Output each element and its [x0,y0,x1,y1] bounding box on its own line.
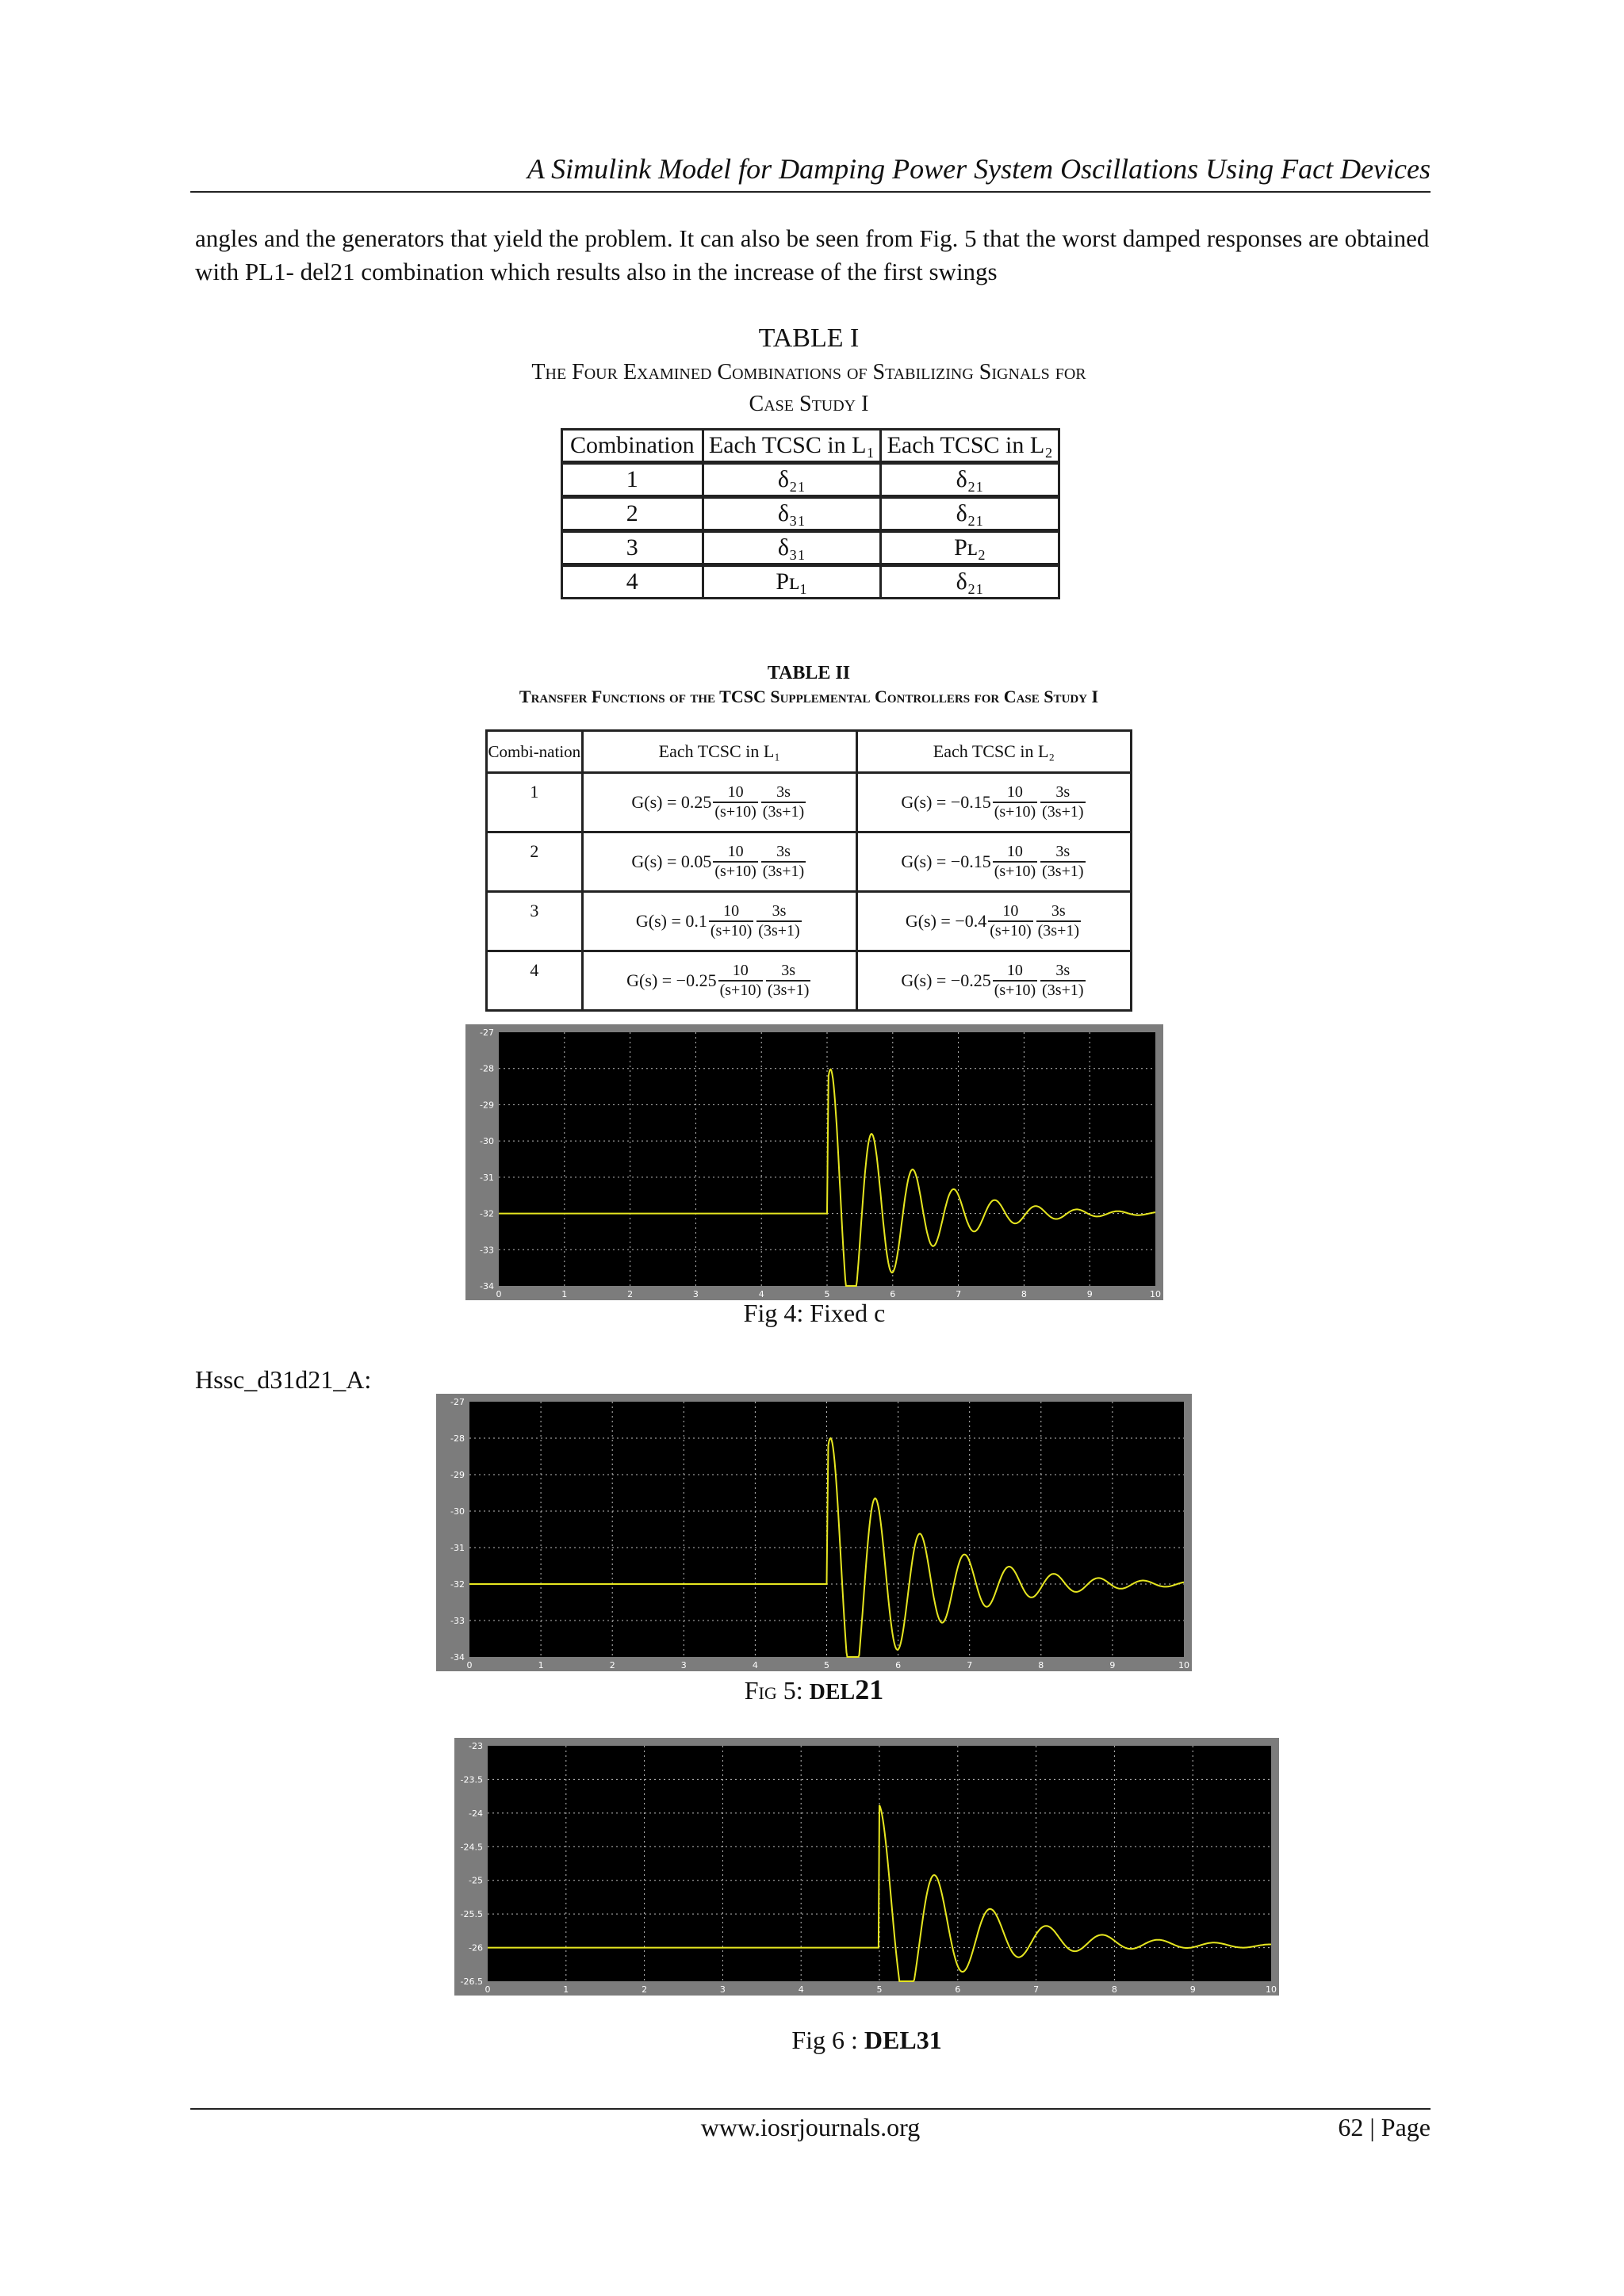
x-tick-label: 10 [1150,1289,1161,1299]
table-row [487,773,1132,832]
table1-cell: 3 [562,531,703,565]
y-tick-label: -30 [450,1506,465,1517]
x-tick-label: 5 [824,1289,830,1299]
transfer-function [584,902,856,940]
y-tick-label: -28 [480,1063,494,1074]
table1-cell: Pʟ₁ [703,565,881,599]
y-tick-label: -32 [480,1208,494,1219]
y-tick-label: -29 [450,1470,465,1480]
y-tick-label: -30 [480,1136,494,1147]
tf-den: (3s+1) [758,922,800,939]
x-tick-label: 3 [692,1289,699,1299]
tf-gain: G(s) = 0.1 [635,911,707,931]
table1-cell: 2 [562,497,703,531]
tf-den: (3s+1) [762,803,805,821]
tf-num: 10 [727,783,744,801]
transfer-function [584,843,856,881]
x-tick-label: 3 [680,1660,687,1670]
table-row [562,497,1059,531]
y-tick-label: -31 [450,1543,465,1553]
y-tick-label: -34 [480,1281,494,1292]
table1-cell: δ₃₁ [703,531,881,565]
table2-combo: 2 [487,832,583,892]
y-tick-label: -29 [480,1100,494,1111]
tf-num: 10 [1006,843,1023,860]
tf-den: (3s+1) [1042,982,1084,999]
tf-den: (3s+1) [1042,803,1084,821]
table1-cell: Pʟ₂ [881,531,1059,565]
table-row [487,832,1132,892]
table1-header: Each TCSC in L₂ [881,430,1059,463]
tf-den: (s+10) [714,803,756,821]
y-tick-label: -27 [480,1027,494,1038]
table2-combo: 3 [487,892,583,951]
table1-cell: δ₂₁ [703,463,881,497]
fig5-caption-prefix: Fig 5: [744,1676,810,1705]
table1-cell: 1 [562,463,703,497]
x-tick-label: 4 [752,1660,758,1670]
y-tick-label: -28 [450,1433,465,1444]
fig5-caption-bold: DEL [809,1680,856,1705]
x-tick-label: 7 [956,1289,962,1299]
tf-gain: G(s) = −0.15 [901,792,991,812]
x-tick-label: 4 [758,1289,764,1299]
tf-num: 3s [1055,843,1071,860]
table2-combo: 4 [487,951,583,1011]
table-row [562,531,1059,565]
tf-den: (s+10) [994,803,1036,821]
tf-num: 3s [776,843,791,860]
table1-header: Combination [562,430,703,463]
chart-svg [454,1738,1279,1996]
tf-num: 3s [776,783,791,801]
y-tick-label: -31 [480,1172,494,1183]
tf-num: 10 [732,962,749,979]
x-tick-label: 9 [1109,1660,1116,1670]
x-tick-label: 2 [642,1984,648,1995]
tf-num: 10 [1002,902,1019,920]
x-tick-label: 9 [1086,1289,1093,1299]
tf-num: 10 [1006,962,1023,979]
x-tick-label: 1 [563,1984,569,1995]
table1-cell: δ₃₁ [703,497,881,531]
x-tick-label: 8 [1038,1660,1044,1670]
y-tick-label: -26 [469,1942,483,1954]
fig5-plot [436,1394,1192,1671]
table1-title: TABLE I [758,323,860,353]
table2-header: Each TCSC in L₁ [582,731,856,773]
header-rule [190,191,1431,193]
tf-den: (3s+1) [1037,922,1080,939]
tf-gain: G(s) = −0.4 [905,911,987,931]
running-title: A Simulink Model for Damping Power System Oscillations Using Fact Devices [527,153,1431,185]
x-tick-label: 8 [1021,1289,1027,1299]
y-tick-label: -24.5 [460,1842,483,1853]
tf-den: (3s+1) [1042,863,1084,880]
fig6-caption-prefix: Fig 6 : [791,2026,864,2054]
chart-svg [465,1024,1163,1300]
x-tick-label: 10 [1178,1660,1189,1670]
tf-gain: G(s) = 0.05 [631,851,712,871]
x-tick-label: 2 [609,1660,615,1670]
tf-num: 3s [1051,902,1066,920]
tf-num: 3s [1055,962,1071,979]
transfer-function [858,902,1130,940]
fig6-plot [454,1738,1279,1996]
x-tick-label: 7 [967,1660,973,1670]
y-tick-label: -32 [450,1579,465,1590]
tf-num: 3s [1055,783,1071,801]
tf-num: 3s [781,962,796,979]
fig6-caption [454,2026,1279,2055]
x-tick-label: 1 [538,1660,544,1670]
tf-num: 3s [772,902,787,920]
tf-den: (s+10) [714,863,756,880]
fig6-caption-bold: DEL31 [864,2026,942,2054]
chart-svg [436,1394,1192,1671]
y-tick-label: -34 [450,1652,465,1663]
table-row [487,892,1132,951]
tf-den: (s+10) [994,863,1036,880]
x-tick-label: 6 [895,1660,902,1670]
y-tick-label: -33 [450,1616,465,1626]
footer-rule [190,2108,1431,2110]
x-tick-label: 2 [627,1289,634,1299]
fig4-caption: Fig 4: Fixed c [743,1299,886,1327]
table2-caption: Transfer Functions of the TCSC Supplemental Controllers for Case Study I [519,687,1099,706]
table1-cell: δ₂₁ [881,565,1059,599]
y-tick-label: -24 [469,1808,483,1819]
table2-header: Each TCSC in L₂ [856,731,1131,773]
x-tick-label: 1 [561,1289,568,1299]
fig5-caption-large: 21 [855,1674,884,1705]
hssc-label: Hssc_d31d21_A: [195,1365,372,1394]
fig4-plot [465,1024,1163,1300]
tf-den: (s+10) [990,922,1032,939]
x-tick-label: 0 [466,1660,473,1670]
x-tick-label: 5 [824,1660,829,1670]
tf-den: (3s+1) [762,863,805,880]
table2-title: TABLE II [767,663,851,683]
x-tick-label: 8 [1111,1984,1117,1995]
table2 [485,729,1132,1012]
x-tick-label: 6 [955,1984,961,1995]
y-tick-label: -25 [469,1875,483,1886]
table-row [562,463,1059,497]
transfer-function [858,962,1130,1000]
tf-num: 10 [727,843,744,860]
x-tick-label: 0 [496,1289,502,1299]
intro-paragraph: angles and the generators that yield the problem. It can also be seen from Fig. 5 that the worst damped responses are obtained with PL1- del21 combination which results also in the increase of the first swings [195,224,1430,285]
tf-gain: G(s) = −0.25 [626,970,717,990]
y-tick-label: -33 [480,1245,494,1256]
transfer-function [584,783,856,821]
fig5-caption [436,1673,1192,1706]
tf-gain: G(s) = 0.25 [631,792,712,812]
x-tick-label: 4 [798,1984,804,1995]
x-tick-label: 10 [1266,1984,1277,1995]
x-tick-label: 7 [1033,1984,1040,1995]
footer-url: www.iosrjournals.org [700,2113,921,2141]
tf-den: (s+10) [994,982,1036,999]
transfer-function [858,783,1130,821]
x-tick-label: 6 [890,1289,896,1299]
table-row [562,565,1059,599]
table1-cell: δ₂₁ [881,497,1059,531]
table1 [561,428,1060,599]
table-row [487,951,1132,1011]
x-tick-label: 0 [485,1984,491,1995]
tf-num: 10 [723,902,740,920]
table1-caption: The Four Examined Combinations of Stabilizing Signals for Case Study I [531,360,1086,416]
table1-cell: δ₂₁ [881,463,1059,497]
table2-combo: 1 [487,773,583,832]
tf-gain: G(s) = −0.15 [901,851,991,871]
y-tick-label: -26.5 [460,1976,483,1987]
tf-num: 10 [1006,783,1023,801]
transfer-function [584,962,856,1000]
tf-den: (3s+1) [767,982,810,999]
tf-den: (s+10) [710,922,753,939]
table1-header: Each TCSC in L₁ [703,430,881,463]
y-tick-label: -27 [450,1397,465,1407]
x-tick-label: 5 [876,1984,883,1995]
tf-den: (s+10) [719,982,761,999]
x-tick-label: 9 [1189,1984,1196,1995]
transfer-function [858,843,1130,881]
tf-gain: G(s) = −0.25 [901,970,991,990]
footer-page-number: 62 | Page [1338,2113,1431,2141]
x-tick-label: 3 [719,1984,726,1995]
table2-header: Combi-nation [487,731,583,773]
y-tick-label: -25.5 [460,1909,483,1920]
y-tick-label: -23.5 [460,1774,483,1785]
table1-cell: 4 [562,565,703,599]
y-tick-label: -23 [469,1741,483,1751]
